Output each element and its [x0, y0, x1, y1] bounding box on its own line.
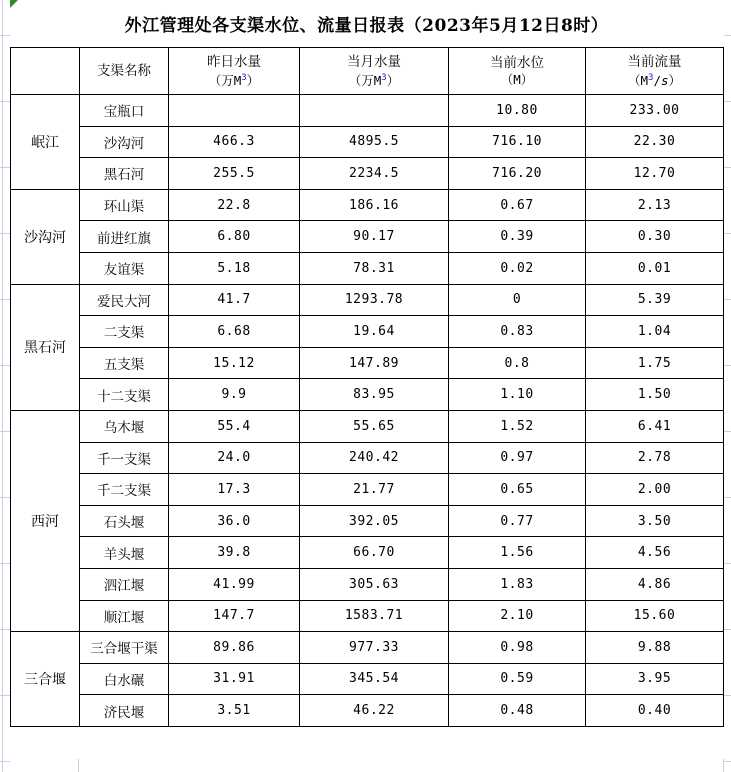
month-volume-cell[interactable]: 55.65: [300, 410, 449, 442]
current-flow-cell[interactable]: 1.75: [586, 347, 724, 379]
yesterday-volume-cell[interactable]: 31.91: [169, 663, 300, 695]
excel-gridline: [724, 695, 731, 696]
month-volume-cell[interactable]: 90.17: [300, 221, 449, 253]
current-level-cell[interactable]: 0.02: [449, 252, 586, 284]
excel-gridline: [0, 167, 10, 168]
channel-name-cell[interactable]: 爱民大河: [80, 284, 169, 316]
table-row: [11, 379, 724, 411]
excel-gridline: [724, 167, 731, 168]
table-row: [11, 663, 724, 695]
report-table: [10, 47, 724, 727]
table-row: [11, 126, 724, 158]
table-row: [11, 474, 724, 506]
excel-gridline: [724, 233, 731, 234]
current-flow-cell[interactable]: 12.70: [586, 158, 724, 190]
month-volume-cell[interactable]: 1583.71: [300, 600, 449, 632]
current-flow-cell[interactable]: 15.60: [586, 600, 724, 632]
yesterday-volume-cell[interactable]: 3.51: [169, 695, 300, 727]
month-volume-cell[interactable]: 147.89: [300, 347, 449, 379]
table-row: [11, 347, 724, 379]
header-cell[interactable]: [449, 48, 586, 95]
table-row: [11, 410, 724, 442]
excel-gridline: [724, 629, 731, 630]
channel-name-cell[interactable]: 二支渠: [80, 316, 169, 348]
current-level-cell[interactable]: 1.56: [449, 537, 586, 569]
current-flow-cell[interactable]: 5.39: [586, 284, 724, 316]
channel-name-cell[interactable]: 前进红旗: [80, 221, 169, 253]
channel-name-cell[interactable]: 白水碾: [80, 663, 169, 695]
month-volume-cell[interactable]: 240.42: [300, 442, 449, 474]
table-row: [11, 600, 724, 632]
channel-name-cell[interactable]: 石头堰: [80, 505, 169, 537]
table-row: [11, 189, 724, 221]
excel-gridline: [0, 497, 10, 498]
table-row: [11, 252, 724, 284]
current-level-cell[interactable]: 716.20: [449, 158, 586, 190]
yesterday-volume-cell[interactable]: 466.3: [169, 126, 300, 158]
excel-gridline: [0, 629, 10, 630]
channel-name-cell[interactable]: 千二支渠: [80, 474, 169, 506]
channel-name-cell[interactable]: 济民堰: [80, 695, 169, 727]
current-level-cell[interactable]: 1.83: [449, 568, 586, 600]
month-volume-cell[interactable]: 83.95: [300, 379, 449, 411]
current-flow-cell[interactable]: 22.30: [586, 126, 724, 158]
river-group-cell[interactable]: 黑石河: [11, 284, 80, 410]
channel-name-cell[interactable]: 千一支渠: [80, 442, 169, 474]
header-label: 支渠名称: [97, 62, 151, 79]
current-flow-cell[interactable]: 4.86: [586, 568, 724, 600]
river-group-cell[interactable]: 岷江: [11, 95, 80, 190]
table-row: [11, 537, 724, 569]
river-group-cell[interactable]: 三合堰: [11, 632, 80, 727]
yesterday-volume-cell[interactable]: 41.7: [169, 284, 300, 316]
current-level-cell[interactable]: 0.77: [449, 505, 586, 537]
table-row: [11, 284, 724, 316]
yesterday-volume-cell[interactable]: 55.4: [169, 410, 300, 442]
excel-gridline: [0, 233, 10, 234]
header-label: 当前水位: [490, 55, 544, 71]
excel-gridline: [0, 299, 10, 300]
excel-gridline: [0, 431, 10, 432]
current-flow-cell[interactable]: 9.88: [586, 632, 724, 664]
excel-gridline: [724, 563, 731, 564]
excel-gridline: [724, 101, 731, 102]
yesterday-volume-cell[interactable]: 22.8: [169, 189, 300, 221]
current-level-cell[interactable]: 0.97: [449, 442, 586, 474]
table-row: [11, 158, 724, 190]
channel-name-cell[interactable]: 友谊渠: [80, 252, 169, 284]
excel-gridline: [724, 761, 731, 762]
current-level-cell[interactable]: 0.59: [449, 663, 586, 695]
channel-name-cell[interactable]: 泗江堰: [80, 568, 169, 600]
header-unit: $(M^3/s)$: [627, 72, 682, 89]
month-volume-cell[interactable]: [300, 95, 449, 127]
table-row: [11, 221, 724, 253]
current-level-cell[interactable]: 716.10: [449, 126, 586, 158]
current-level-cell[interactable]: 0.65: [449, 474, 586, 506]
current-flow-cell[interactable]: 1.04: [586, 316, 724, 348]
current-level-cell[interactable]: 2.10: [449, 600, 586, 632]
channel-name-cell[interactable]: 乌木堰: [80, 410, 169, 442]
river-group-cell[interactable]: 西河: [11, 410, 80, 631]
yesterday-volume-cell[interactable]: 36.0: [169, 505, 300, 537]
channel-name-cell[interactable]: 三合堰干渠: [80, 632, 169, 664]
header-label: 当前流量: [627, 53, 682, 70]
channel-name-cell[interactable]: 五支渠: [80, 347, 169, 379]
current-flow-cell[interactable]: 2.00: [586, 474, 724, 506]
channel-name-cell[interactable]: 宝瓶口: [80, 95, 169, 127]
excel-gridline: [2, 0, 3, 772]
yesterday-volume-cell[interactable]: 39.8: [169, 537, 300, 569]
month-volume-cell[interactable]: 4895.5: [300, 126, 449, 158]
current-flow-cell[interactable]: 1.50: [586, 379, 724, 411]
channel-name-cell[interactable]: 羊头堰: [80, 537, 169, 569]
table-row: [11, 316, 724, 348]
header-cell[interactable]: [169, 48, 300, 95]
channel-name-cell[interactable]: 顺江堰: [80, 600, 169, 632]
current-flow-cell[interactable]: 4.56: [586, 537, 724, 569]
header-cell[interactable]: [80, 48, 169, 95]
current-level-cell[interactable]: 0.98: [449, 632, 586, 664]
excel-gridline: [724, 365, 731, 366]
current-level-cell[interactable]: 0.8: [449, 347, 586, 379]
table-row: [11, 95, 724, 127]
current-flow-cell[interactable]: 0.30: [586, 221, 724, 253]
header-row: [11, 48, 724, 95]
yesterday-volume-cell[interactable]: 17.3: [169, 474, 300, 506]
header-label: 昨日水量: [207, 53, 261, 70]
yesterday-volume-cell[interactable]: 24.0: [169, 442, 300, 474]
header-unit: （万$M^3$）: [208, 72, 260, 89]
current-level-cell[interactable]: 1.52: [449, 410, 586, 442]
excel-gridline: [0, 761, 10, 762]
current-flow-cell[interactable]: 2.78: [586, 442, 724, 474]
current-level-cell[interactable]: 0: [449, 284, 586, 316]
current-level-cell[interactable]: 0.39: [449, 221, 586, 253]
excel-gridline: [724, 497, 731, 498]
excel-gridline: [724, 35, 731, 36]
month-volume-cell[interactable]: 186.16: [300, 189, 449, 221]
current-level-cell[interactable]: 0.83: [449, 316, 586, 348]
yesterday-volume-cell[interactable]: 15.12: [169, 347, 300, 379]
excel-gridline: [724, 299, 731, 300]
header-label: 当月水量: [347, 53, 401, 70]
table-row: [11, 505, 724, 537]
yesterday-volume-cell[interactable]: 6.68: [169, 316, 300, 348]
month-volume-cell[interactable]: 392.05: [300, 505, 449, 537]
header-cell[interactable]: [586, 48, 724, 95]
current-flow-cell[interactable]: 3.50: [586, 505, 724, 537]
excel-gridline: [0, 35, 10, 36]
yesterday-volume-cell[interactable]: 41.99: [169, 568, 300, 600]
excel-gridline: [0, 365, 10, 366]
current-flow-cell[interactable]: 2.13: [586, 189, 724, 221]
yesterday-volume-cell[interactable]: 5.18: [169, 252, 300, 284]
current-flow-cell[interactable]: 0.01: [586, 252, 724, 284]
header-unit: （M）: [500, 72, 534, 87]
yesterday-volume-cell[interactable]: 6.80: [169, 221, 300, 253]
current-flow-cell[interactable]: 233.00: [586, 95, 724, 127]
excel-gridline: [724, 431, 731, 432]
yesterday-volume-cell[interactable]: 255.5: [169, 158, 300, 190]
table-row: [11, 568, 724, 600]
header-group-cell[interactable]: [11, 48, 80, 95]
channel-name-cell[interactable]: 沙沟河: [80, 126, 169, 158]
yesterday-volume-cell[interactable]: 9.9: [169, 379, 300, 411]
month-volume-cell[interactable]: 305.63: [300, 568, 449, 600]
header-unit: （万$M^3$）: [348, 72, 400, 89]
month-volume-cell[interactable]: 46.22: [300, 695, 449, 727]
river-group-cell[interactable]: 沙沟河: [11, 189, 80, 284]
month-volume-cell[interactable]: 21.77: [300, 474, 449, 506]
month-volume-cell[interactable]: 2234.5: [300, 158, 449, 190]
channel-name-cell[interactable]: 十二支渠: [80, 379, 169, 411]
current-flow-cell[interactable]: 6.41: [586, 410, 724, 442]
yesterday-volume-cell[interactable]: 89.86: [169, 632, 300, 664]
header-cell[interactable]: [300, 48, 449, 95]
table-row: [11, 632, 724, 664]
current-flow-cell[interactable]: 3.95: [586, 663, 724, 695]
current-level-cell[interactable]: 0.67: [449, 189, 586, 221]
table-row: [11, 442, 724, 474]
current-level-cell[interactable]: 10.80: [449, 95, 586, 127]
channel-name-cell[interactable]: 环山渠: [80, 189, 169, 221]
yesterday-volume-cell[interactable]: [169, 95, 300, 127]
excel-gridline: [0, 101, 10, 102]
report-title[interactable]: 外江管理处各支渠水位、流量日报表（2023年5月12日8时）: [124, 16, 609, 36]
month-volume-cell[interactable]: 345.54: [300, 663, 449, 695]
table-row: [11, 695, 724, 727]
month-volume-cell[interactable]: 1293.78: [300, 284, 449, 316]
month-volume-cell[interactable]: 19.64: [300, 316, 449, 348]
month-volume-cell[interactable]: 977.33: [300, 632, 449, 664]
month-volume-cell[interactable]: 66.70: [300, 537, 449, 569]
excel-gridline: [0, 695, 10, 696]
month-volume-cell[interactable]: 78.31: [300, 252, 449, 284]
table-body: [11, 48, 724, 727]
channel-name-cell[interactable]: 黑石河: [80, 158, 169, 190]
excel-gridline: [78, 759, 79, 772]
current-level-cell[interactable]: 1.10: [449, 379, 586, 411]
excel-gridline: [0, 563, 10, 564]
yesterday-volume-cell[interactable]: 147.7: [169, 600, 300, 632]
current-level-cell[interactable]: 0.48: [449, 695, 586, 727]
current-flow-cell[interactable]: 0.40: [586, 695, 724, 727]
